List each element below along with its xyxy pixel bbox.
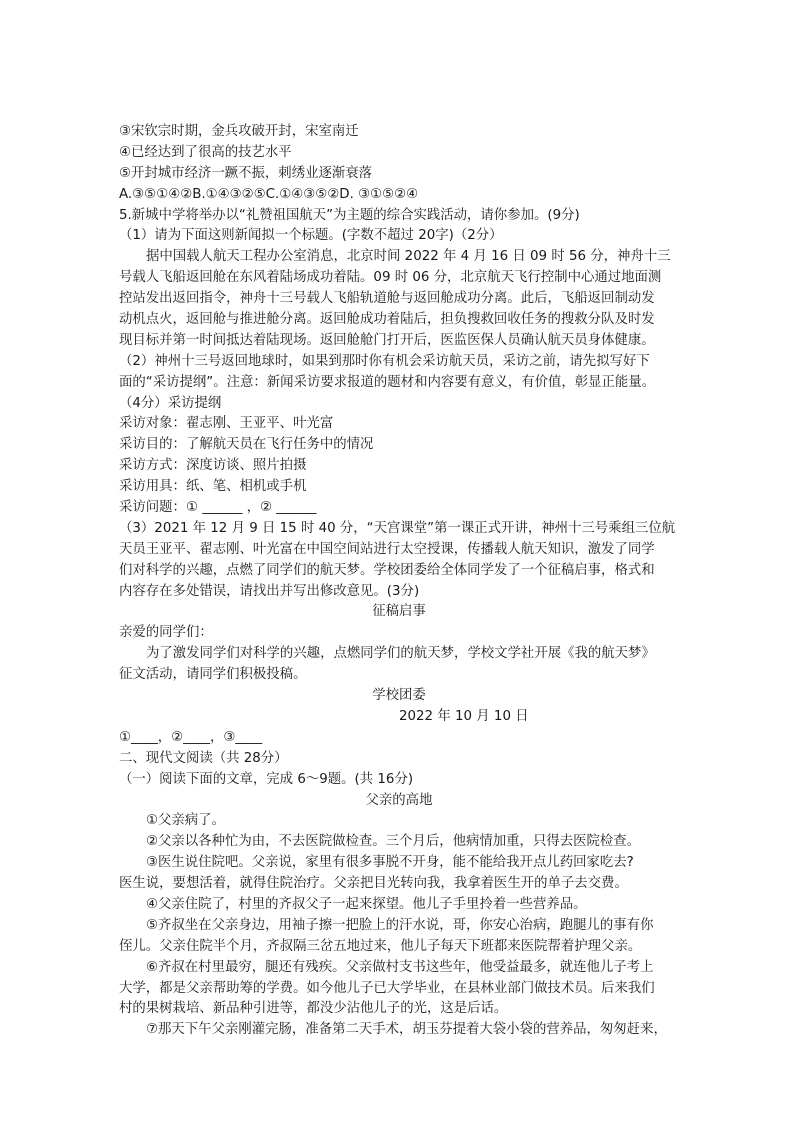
text-line: 二、现代文阅读（共 28分）: [119, 750, 288, 766]
text-line: 采访目的：了解航天员在飞行任务中的情况: [119, 437, 374, 453]
text-line: 大学，都是父亲帮助筹的学费。如今他儿子已大学毕业，在县林业部门做技术员。后来我们: [119, 980, 655, 996]
text-line: 控站发出返回指令，神舟十三号载人飞船轨道舱与返回舱成功分离。此后，飞船返回制动发: [119, 291, 655, 307]
text-line: ①父亲病了。: [146, 813, 225, 829]
text-line: 村的果树栽培、新品种引进等，都没少沾他儿子的光，这是后话。: [119, 1001, 508, 1017]
text-line: 侄儿。父亲住院半个月，齐叔隔三岔五地过来，他儿子每天下班都来医院帮着护理父亲。: [119, 938, 642, 954]
text-line: 采访对象：翟志刚、王亚平、叶光富: [119, 416, 334, 432]
text-line: ③医生说住院吧。父亲说，家里有很多事脱不开身，能不能给我开点儿药回家吃去?: [146, 855, 634, 871]
text-line: 征文活动，请同学们积极投稿。: [119, 667, 307, 683]
text-line: 为了激发同学们对科学的兴趣，点燃同学们的航天梦，学校文学社开展《我的航天梦》: [146, 646, 655, 662]
text-line: 据中国载人航天工程办公室消息，北京时间 2022 年 4 月 16 日 09 时 56 分，神舟十三: [146, 249, 671, 265]
text-line: A.③⑤①④②B.①④③②⑤C.①④③⑤②D. ③①⑤②④: [119, 186, 419, 202]
text-line: ④已经达到了很高的技艺水平: [119, 144, 292, 160]
text-line: （1）请为下面这则新闻拟一个标题。(字数不超过 20字)（2分）: [119, 228, 503, 244]
text-line: （一）阅读下面的文章，完成 6～9题。(共 16分): [119, 771, 414, 787]
text-line: 2022 年 10 月 10 日: [399, 708, 529, 724]
document-body: [119, 122, 679, 1041]
text-line: 采访方式：深度访谈、照片拍摄: [119, 458, 307, 474]
text-line: 医生说，要想活着，就得住院治疗。父亲把目光转向我，我拿着医生开的单子去交费。: [119, 876, 628, 892]
text-line: 学校团委: [372, 688, 426, 704]
text-line: ④父亲住院了，村里的齐叔父子一起来探望。他儿子手里拎着一些营养品。: [146, 896, 587, 912]
text-line: 5.新城中学将举办以“礼赞祖国航天”为主题的综合实践活动，请你参加。(9分): [119, 207, 580, 223]
text-line: 动机点火，返回舱与推进舱分离。返回舱成功着陆后，担负搜救回收任务的搜救分队及时发: [119, 312, 655, 328]
text-line: 们对科学的兴趣，点燃了同学们的航天梦。学校团委给全体同学发了一个征稿启事，格式和: [119, 562, 655, 578]
text-line: 亲爱的同学们：: [119, 625, 213, 641]
text-line: 号载人飞船返回舱在东风着陆场成功着陆。09 时 06 分，北京航天飞行控制中心通过地面测: [119, 270, 662, 286]
text-line: 采访问题：① ______ ，② ______: [119, 500, 317, 516]
text-line: ①____，②____，③____: [119, 729, 263, 745]
text-line: ②父亲以各种忙为由，不去医院做检查。三个月后，他病情加重，只得去医院检查。: [146, 834, 641, 850]
text-line: 征稿启事: [372, 604, 426, 620]
text-line: （2）神州十三号返回地球时，如果到那时你有机会采访航天员，采访之前，请先拟写好下: [119, 353, 650, 369]
text-line: 现目标并第一时间抵达着陆现场。返回舱舱门打开后，医监医保人员确认航天员身体健康。: [119, 332, 655, 348]
text-line: ③宋钦宗时期，金兵攻破开封，宋室南迁: [119, 124, 359, 139]
text-line: ⑥齐叔在村里最穷，腿还有残疾。父亲做村支书这些年，他受益最多，就连他儿子考上: [146, 959, 654, 975]
text-line: ⑤齐叔坐在父亲身边，用袖子擦一把脸上的汗水说，哥，你安心治病，跑腿儿的事有你: [146, 917, 654, 933]
text-line: 采访用具：纸、笔、相机或手机: [119, 479, 307, 495]
text-line: 父亲的高地: [365, 792, 433, 808]
text-line: ⑦那天下午父亲刚灌完肠，准备第二天手术，胡玉芬提着大袋小袋的营养品，匆匆赶来，: [146, 1022, 667, 1038]
text-line: 面的“采访提纲”。注意：新闻采访要求报道的题材和内容要有意义，有价值，彰显正能量。: [119, 374, 656, 390]
text-line: （4分）采访提纲: [119, 395, 222, 411]
text-line: ⑤开封城市经济一蹶不振，刺绣业逐渐衰落: [119, 165, 373, 181]
text-line: （3）2021 年 12 月 9 日 15 时 40 分，“天宫课堂”第一课正式开讲，神州十三号乘组三位航: [119, 520, 676, 536]
text-line: 内容存在多处错误，请找出并写出修改意见。(3分): [119, 583, 420, 599]
text-line: 天员王亚平、翟志刚、叶光富在中国空间站进行太空授课，传播载人航天知识，激发了同学: [119, 541, 655, 557]
